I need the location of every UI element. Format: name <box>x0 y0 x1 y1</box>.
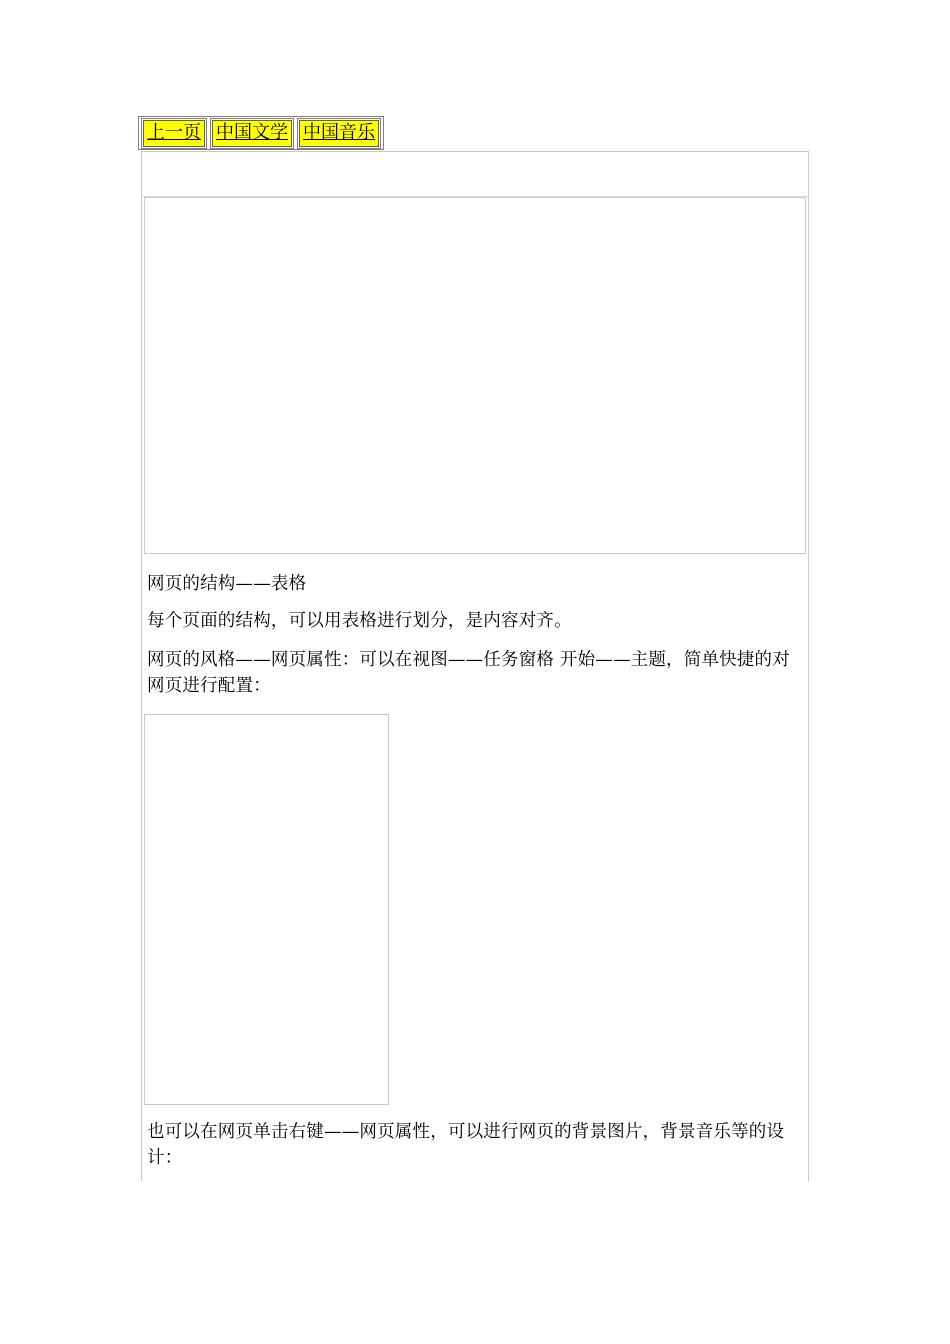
content-frame <box>141 151 809 1181</box>
section-heading: 网页的结构——表格 <box>147 574 307 594</box>
paragraph-style: 网页的风格——网页属性：可以在视图——任务窗格 开始——主题，简单快捷的对网页进行配置： <box>147 650 790 696</box>
paragraph-structure: 每个页面的结构，可以用表格进行划分，是内容对齐。 <box>147 611 572 631</box>
nav-link-chinese-literature[interactable]: 中国文学 <box>210 118 294 149</box>
screenshot-image-placeholder <box>144 197 806 554</box>
frame-header-row <box>142 152 808 197</box>
paragraph-background: 也可以在网页单击右键——网页属性，可以进行网页的背景图片，背景音乐等的设计： <box>147 1122 785 1168</box>
nav-link-chinese-music[interactable]: 中国音乐 <box>297 118 381 149</box>
task-pane-image-placeholder <box>144 714 389 1105</box>
nav-link-previous-page[interactable]: 上一页 <box>141 118 207 149</box>
nav-bar <box>138 116 384 150</box>
